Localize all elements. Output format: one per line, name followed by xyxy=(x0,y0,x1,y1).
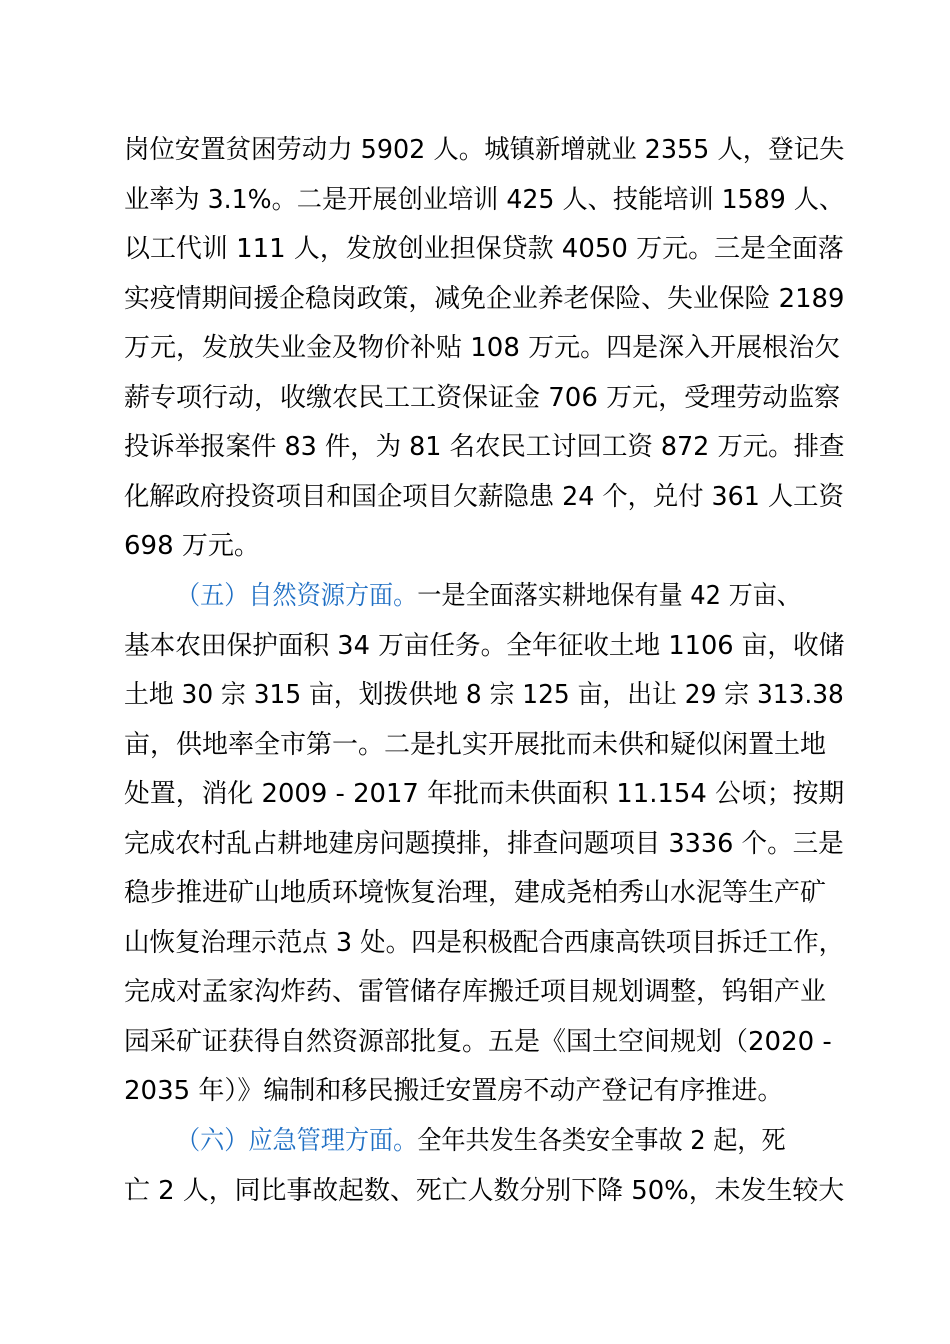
section-5-first-line-text: 一是全面落实耕地保有量 42 万亩、 xyxy=(417,581,801,611)
body-line: 完成农村乱占耕地建房问题摸排，排查问题项目 3336 个。三是 xyxy=(124,829,844,859)
body-line: 山恢复治理示范点 3 处。四是积极配合西康高铁项目拆迁工作， xyxy=(124,928,845,958)
body-line: 万元，发放失业金及物价补贴 108 万元。四是深入开展根治欠 xyxy=(124,333,841,363)
section-6-first-line xyxy=(176,1121,844,1161)
body-line: 亩，供地率全市第一。二是扎实开展批而未供和疑似闲置土地 xyxy=(124,730,827,760)
section-5-first-line xyxy=(176,576,844,616)
body-line: 投诉举报案件 83 件，为 81 名农民工讨回工资 872 万元。排查 xyxy=(124,432,845,462)
body-line: 处置，消化 2009 - 2017 年批而未供面积 11.154 公顷；按期 xyxy=(124,779,845,809)
section-6-first-line-text: 全年共发生各类安全事故 2 起，死 xyxy=(417,1126,786,1156)
body-line: 园采矿证获得自然资源部批复。五是《国土空间规划（2020 - xyxy=(124,1027,832,1057)
body-line: 完成对孟家沟炸药、雷管储存库搬迁项目规划调整，钨钼产业 xyxy=(124,977,827,1007)
body-line: 698 万元。 xyxy=(124,531,260,561)
body-line: 基本农田保护面积 34 万亩任务。全年征收土地 1106 亩，收储 xyxy=(124,631,845,661)
section-5-heading: （五）自然资源方面。 xyxy=(176,581,418,611)
body-line: 2035 年）》编制和移民搬迁安置房不动产登记有序推进。 xyxy=(124,1076,784,1106)
body-line: 稳步推进矿山地质环境恢复治理，建成尧柏秀山水泥等生产矿 xyxy=(124,878,827,908)
body-line: 土地 30 宗 315 亩，划拨供地 8 宗 125 亩，出让 29 宗 313.38 xyxy=(124,680,844,710)
body-line: 岗位安置贫困劳动力 5902 人。城镇新增就业 2355 人，登记失 xyxy=(124,135,845,165)
body-line: 业率为 3.1%。二是开展创业培训 425 人、技能培训 1589 人、 xyxy=(124,185,845,215)
body-line: 化解政府投资项目和国企项目欠薪隐患 24 个，兑付 361 人工资 xyxy=(124,482,844,512)
body-line: 实疫情期间援企稳岗政策，减免企业养老保险、失业保险 2189 xyxy=(124,284,845,314)
body-line: 薪专项行动，收缴农民工工资保证金 706 万元，受理劳动监察 xyxy=(124,383,841,413)
body-line: 亡 2 人，同比事故起数、死亡人数分别下降 50%，未发生较大 xyxy=(124,1176,845,1206)
section-6-heading: （六）应急管理方面。 xyxy=(176,1126,418,1156)
body-line: 以工代训 111 人，发放创业担保贷款 4050 万元。三是全面落 xyxy=(124,234,844,264)
